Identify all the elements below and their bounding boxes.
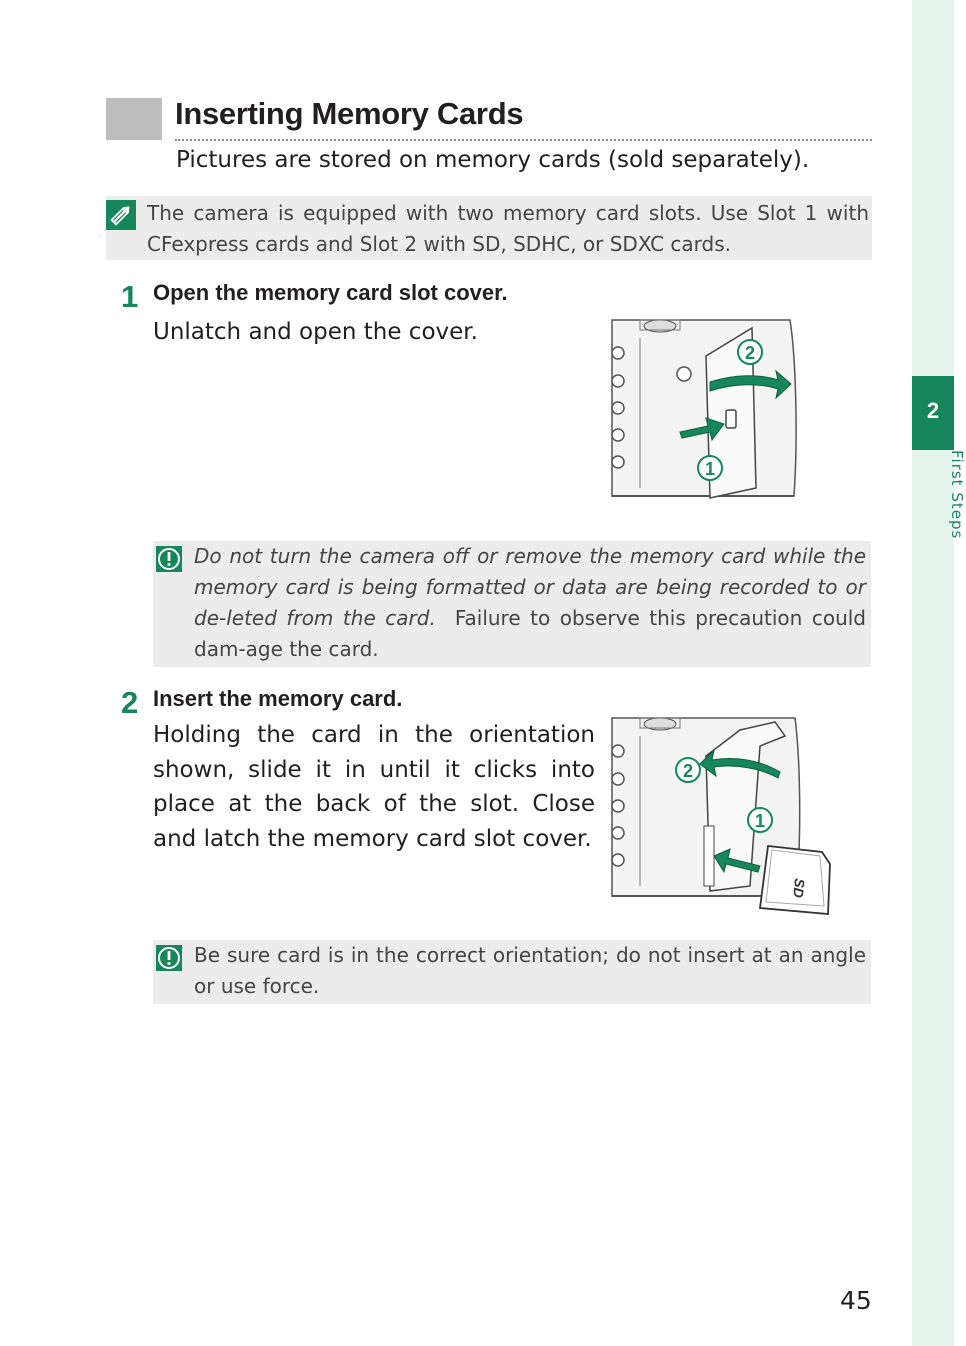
title-divider [175,139,872,141]
step-2-callout-1: 1 [754,811,766,831]
step-2-heading: Insert the memory card. [153,686,403,711]
step-1-callout-1: 1 [704,459,716,479]
chapter-number: 2 [926,398,940,423]
step-2-number: 2 [121,685,139,720]
caution-italic-text: Do not turn the camera off or remove the memory card while the memory card is being formatted or data are being recorded to or de-leted from the card. [194,544,866,630]
caution-text-1 [194,541,866,665]
step-2-callout-2: 2 [682,761,694,781]
caution-icon [155,545,183,573]
insert-card-illustration [610,716,836,920]
step-1-body: Unlatch and open the cover. [153,319,478,345]
sd-card-mark: SD [790,877,808,899]
caution-regular-text: Failure to observe this precaution could dam-age the card. [194,606,866,661]
chapter-side-strip [912,0,954,1346]
page-title: Inserting Memory Cards [175,96,524,131]
open-cover-illustration [610,318,800,504]
caution-icon [155,944,183,972]
step-1-callout-2: 2 [744,343,756,363]
step-1-number: 1 [121,279,139,314]
chapter-tab[interactable] [912,376,954,450]
page-number: 45 [840,1286,872,1315]
title-marker-box [106,98,162,140]
step-2-body: Holding the card in the orientation shown, slide it in until it clicks into place at the back of the slot. Close and latch the memory card slot cover. [153,722,595,852]
caution-text-2: Be sure card is in the correct orientation; do not insert at an angle or use force. [194,943,866,998]
note-pencil-icon [106,200,136,230]
page-subtitle: Pictures are stored on memory cards (sold separately). [176,147,810,173]
step-1-heading: Open the memory card slot cover. [153,280,508,305]
chapter-label: First Steps [948,450,966,540]
note-text: The camera is equipped with two memory card slots. Use Slot 1 with CFexpress cards and Slot 2 with SD, SDHC, or SDXC cards. [147,201,869,256]
